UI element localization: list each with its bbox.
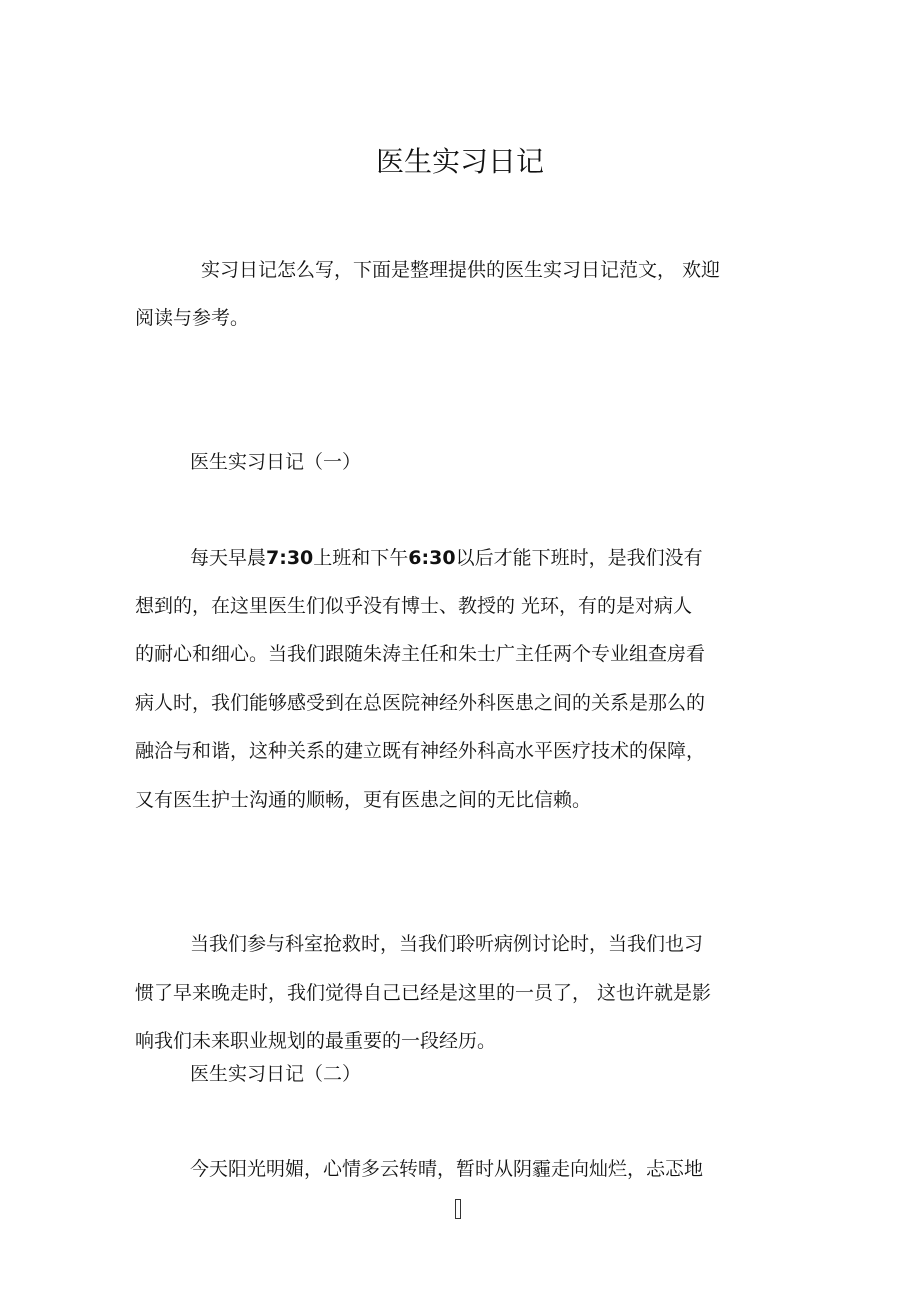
section-1-para-2-line-1: 当我们参与科室抢救时，当我们聆听病例讨论时，当我们也习 bbox=[190, 933, 704, 955]
section-1-para-1-line-5: 融洽与和谐，这种关系的建立既有神经外科高水平医疗技术的保障， bbox=[135, 740, 706, 762]
time-evening: 6:30 bbox=[408, 547, 456, 569]
section-1-para-2-line-3: 响我们未来职业规划的最重要的一段经历。 bbox=[135, 1030, 497, 1052]
section-1-para-1-line-4: 病人时，我们能够感受到在总医院神经外科医患之间的关系是那么的 bbox=[135, 692, 706, 714]
section-2-para-1-line-1: 今天阳光明媚，心情多云转晴，暂时从阴霾走向灿烂，忐忑地 bbox=[190, 1158, 704, 1180]
section-1-para-1-line-2: 想到的，在这里医生们似乎没有博士、教授的 光环，有的是对病人 bbox=[135, 595, 693, 617]
time-morning: 7:30 bbox=[266, 547, 314, 569]
section-1-heading: 医生实习日记（一） bbox=[190, 451, 362, 473]
text-segment: 每天早晨 bbox=[190, 547, 267, 569]
section-1-para-2-line-2: 惯了早来晚走时，我们觉得自己已经是这里的一员了， 这也许就是影 bbox=[135, 982, 712, 1004]
intro-line-2: 阅读与参考。 bbox=[135, 307, 250, 329]
section-1-para-1-line-6: 又有医生护士沟通的顺畅，更有医患之间的无比信赖。 bbox=[135, 789, 592, 811]
text-segment: 上班和下午 bbox=[313, 547, 409, 569]
section-1-para-1-line-3: 的耐心和细心。当我们跟随朱涛主任和朱士广主任两个专业组查房看 bbox=[135, 643, 706, 665]
page-marker-icon bbox=[455, 1199, 461, 1219]
intro-line-1: 实习日记怎么写，下面是整理提供的医生实习日记范文， 欢迎 bbox=[201, 259, 721, 281]
document-title: 医生实习日记 bbox=[375, 145, 544, 178]
text-segment: 以后才能下班时，是我们没有 bbox=[455, 547, 703, 569]
section-2-heading: 医生实习日记（二） bbox=[190, 1063, 362, 1085]
section-1-para-1-line-1 bbox=[190, 544, 703, 572]
